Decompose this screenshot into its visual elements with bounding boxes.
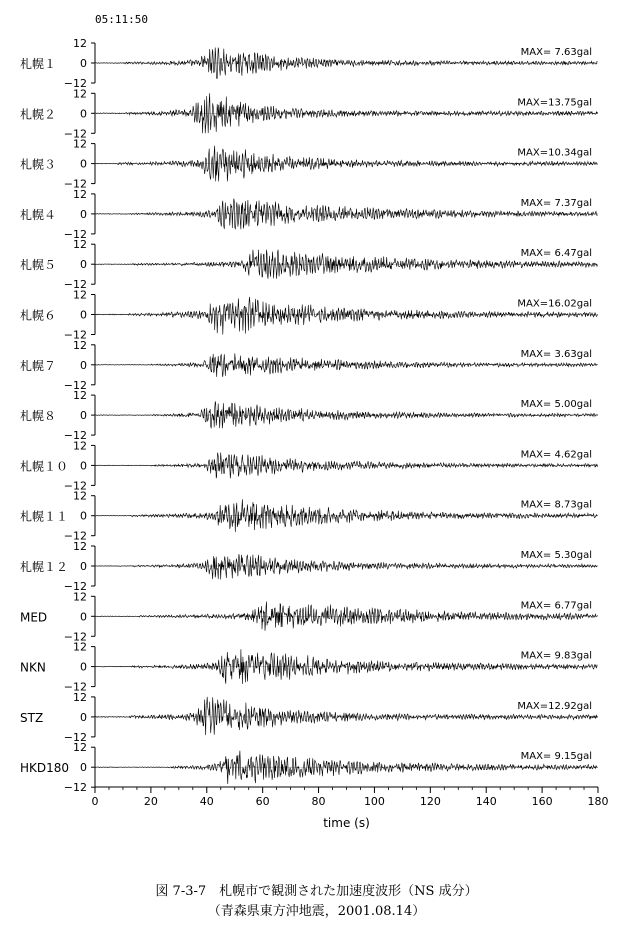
y-tick-label: 12 <box>73 590 87 604</box>
y-tick-label: −12 <box>63 77 87 90</box>
x-tick-label: 0 <box>91 795 99 808</box>
y-tick-label: −12 <box>63 227 87 241</box>
y-tick-label: −12 <box>63 781 87 795</box>
y-tick-label: −12 <box>63 580 87 593</box>
y-tick-label: 0 <box>80 157 87 171</box>
y-tick-label: −12 <box>63 680 87 694</box>
caption-subtitle: （青森県東方沖地震，2001.08.14） <box>207 904 426 919</box>
max-label: MAX= 3.63gal <box>520 348 592 360</box>
max-label: MAX= 7.63gal <box>520 47 592 58</box>
y-tick-label: −12 <box>63 378 87 392</box>
y-tick-label: 0 <box>80 710 87 724</box>
y-tick-label: 12 <box>73 137 87 151</box>
y-tick-label: 0 <box>80 560 87 573</box>
figure-caption <box>0 882 633 922</box>
max-label: MAX=13.75gal <box>517 97 592 109</box>
max-label: MAX= 4.62gal <box>520 449 592 461</box>
y-tick-label: 12 <box>73 87 87 101</box>
y-tick-label: 0 <box>80 459 87 473</box>
y-tick-label: 0 <box>80 761 87 775</box>
y-tick-label: −12 <box>63 328 87 342</box>
y-tick-label: −12 <box>63 278 87 292</box>
max-label: MAX= 6.77gal <box>520 600 592 612</box>
station-label: 札幌１１ <box>20 509 69 524</box>
station-label: MED <box>20 610 48 625</box>
x-tick-label: 100 <box>363 795 385 808</box>
y-tick-label: 12 <box>73 640 87 654</box>
x-tick-label: 120 <box>419 795 441 808</box>
max-label: MAX= 7.37gal <box>520 197 592 209</box>
station-label: 札幌８ <box>20 409 57 424</box>
y-tick-label: −12 <box>63 730 87 744</box>
y-tick-label: 0 <box>80 57 87 70</box>
station-label: 札幌１ <box>20 57 57 71</box>
y-tick-label: 0 <box>80 107 87 121</box>
station-label: HKD180 <box>20 761 70 776</box>
station-label: NKN <box>20 660 46 675</box>
y-tick-label: 12 <box>73 690 87 704</box>
y-tick-label: −12 <box>63 529 87 543</box>
x-tick-label: 60 <box>255 795 270 808</box>
max-label: MAX= 6.47gal <box>520 248 592 260</box>
y-tick-label: 12 <box>73 238 87 252</box>
x-tick-label: 160 <box>531 795 553 808</box>
max-label: MAX= 5.00gal <box>520 399 592 411</box>
max-label: MAX= 8.73gal <box>520 499 592 511</box>
max-label: MAX= 5.30gal <box>520 550 592 561</box>
x-tick-label: 40 <box>199 795 214 808</box>
y-tick-label: 12 <box>73 187 87 201</box>
station-label: 札幌５ <box>20 258 57 273</box>
y-tick-label: 12 <box>73 540 87 553</box>
y-tick-label: 0 <box>80 409 87 423</box>
station-label: 札幌１０ <box>20 459 69 474</box>
station-label: 札幌２ <box>20 107 57 122</box>
y-tick-label: −12 <box>63 127 87 141</box>
y-tick-label: 12 <box>73 338 87 352</box>
y-tick-label: 0 <box>80 207 87 221</box>
y-tick-label: 12 <box>73 288 87 302</box>
y-tick-label: 0 <box>80 358 87 372</box>
y-tick-label: 12 <box>73 439 87 453</box>
y-tick-label: 12 <box>73 37 87 50</box>
y-tick-label: 0 <box>80 660 87 674</box>
station-label: 札幌１２ <box>20 560 69 574</box>
y-tick-label: −12 <box>63 429 87 443</box>
start-time-label: 05:11:50 <box>95 13 148 26</box>
x-axis-label: time (s) <box>323 816 370 830</box>
x-tick-label: 140 <box>475 795 497 808</box>
max-label: MAX= 9.83gal <box>520 650 592 662</box>
x-tick-label: 80 <box>311 795 326 808</box>
y-tick-label: 0 <box>80 610 87 624</box>
caption-title: 図 7-3-7 札幌市で観測された加速度波形（NS 成分） <box>155 884 478 899</box>
station-label: 札幌７ <box>20 358 57 373</box>
y-tick-label: 12 <box>73 741 87 755</box>
y-tick-label: 12 <box>73 489 87 503</box>
station-label: 札幌４ <box>20 207 57 222</box>
max-label: MAX= 9.15gal <box>520 751 592 763</box>
max-label: MAX=10.34gal <box>517 147 592 159</box>
max-label: MAX=12.92gal <box>517 700 592 712</box>
station-label: 札幌３ <box>20 157 57 172</box>
station-label: 札幌６ <box>20 308 57 323</box>
y-tick-label: 12 <box>73 389 87 403</box>
x-tick-label: 180 <box>587 795 609 808</box>
max-label: MAX=16.02gal <box>517 298 592 310</box>
station-label: STZ <box>20 710 44 725</box>
y-tick-label: 0 <box>80 509 87 523</box>
y-tick-label: 0 <box>80 258 87 272</box>
y-tick-label: −12 <box>63 630 87 644</box>
x-tick-label: 20 <box>143 795 158 808</box>
y-tick-label: 0 <box>80 308 87 322</box>
y-tick-label: −12 <box>63 177 87 191</box>
y-tick-label: −12 <box>63 479 87 493</box>
